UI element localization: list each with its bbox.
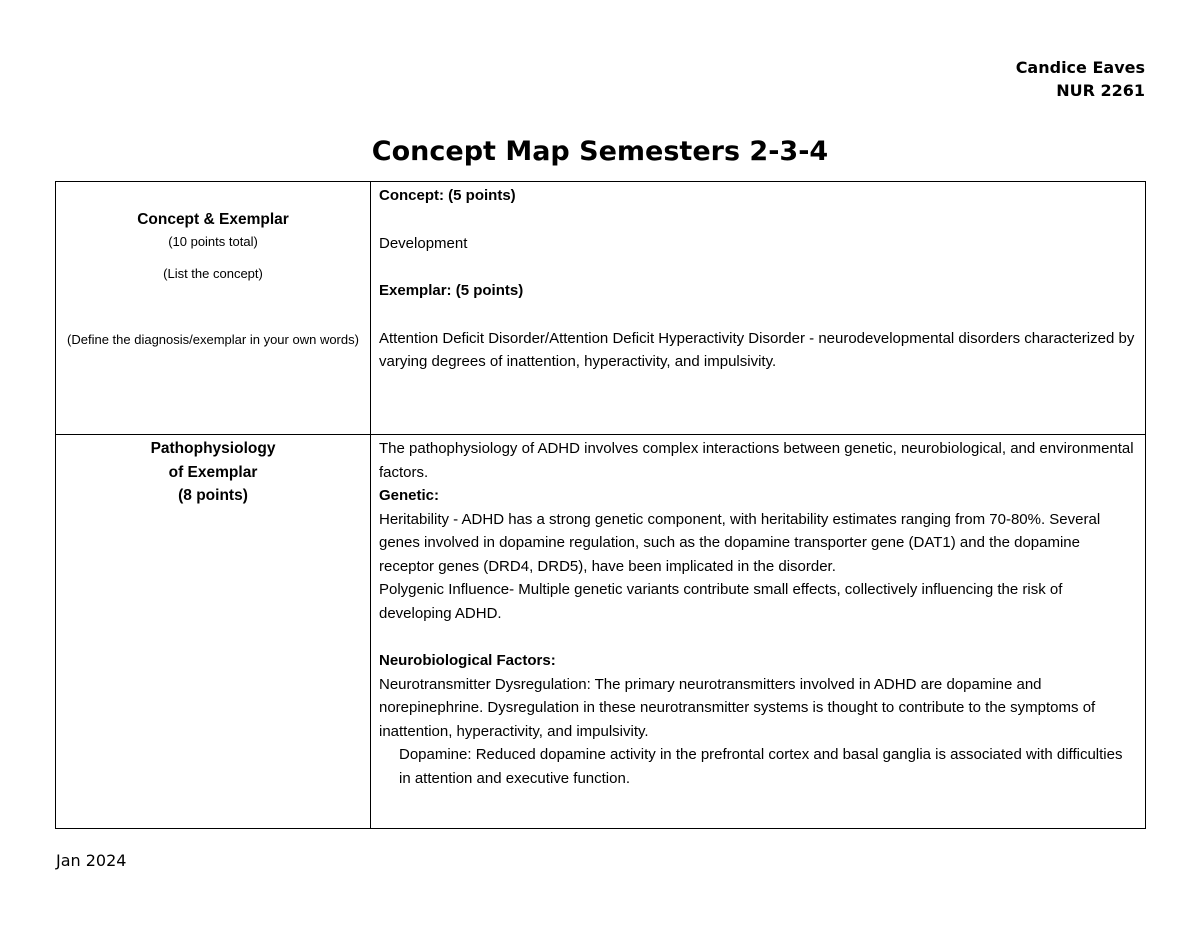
pathophysiology-heading-line2: of Exemplar bbox=[168, 463, 258, 481]
points-total-note: (10 points total) bbox=[168, 233, 258, 249]
pathophysiology-label-cell bbox=[56, 435, 371, 829]
concept-value: Development bbox=[379, 234, 468, 252]
concept-map-table bbox=[55, 181, 1146, 829]
pathophysiology-heading-line1: Pathophysiology bbox=[150, 440, 276, 457]
concept-label: Concept: (5 points) bbox=[379, 187, 516, 204]
neurotransmitter-text: Neurotransmitter Dysregulation: The primary neurotransmitters involved in ADHD are dopamine and norepinephrine. Dysregulation in these neurotransmitter systems is thought to contribute to the symptoms of inattention, hyperactivity, and impulsivity. bbox=[379, 675, 1096, 740]
exemplar-label: Exemplar: (5 points) bbox=[379, 282, 524, 299]
concept-exemplar-content-cell bbox=[371, 182, 1146, 435]
author-name: Candice Eaves bbox=[1015, 58, 1145, 77]
dopamine-text: Dopamine: Reduced dopamine activity in the prefrontal cortex and basal ganglia is associated with difficulties in attention and executive function. bbox=[399, 746, 1123, 787]
pathophysiology-content-cell bbox=[371, 435, 1146, 829]
table-row bbox=[56, 435, 1146, 829]
concept-exemplar-label-cell bbox=[56, 182, 371, 435]
heritability-text: Heritability - ADHD has a strong genetic component, with heritability estimates ranging from 70-80%. Several genes involved in dopamine regulation, such as the dopamine transporter gene (DAT1) and the dopamine receptor genes (DRD4, DRD5), have been implicated in the disorder. bbox=[379, 510, 1101, 575]
concept-exemplar-heading: Concept & Exemplar bbox=[137, 211, 289, 228]
document-header bbox=[1016, 56, 1145, 102]
neurobiological-label: Neurobiological Factors: bbox=[379, 652, 556, 669]
page-title: Concept Map Semesters 2-3-4 bbox=[371, 136, 829, 167]
polygenic-text: Polygenic Influence- Multiple genetic variants contribute small effects, collectively influencing the risk of developing ADHD. bbox=[379, 581, 1063, 622]
pathophysiology-points: (8 points) bbox=[178, 487, 248, 504]
table-row bbox=[56, 182, 1146, 435]
footer-date: Jan 2024 bbox=[56, 851, 127, 870]
exemplar-value: Attention Deficit Disorder/Attention Deficit Hyperactivity Disorder - neurodevelopmental disorders characterized by varying degrees of inattention, hyperactivity, and impulsivity. bbox=[379, 329, 1135, 370]
genetic-label: Genetic: bbox=[379, 487, 440, 504]
define-exemplar-note: (Define the diagnosis/exemplar in your own words) bbox=[67, 331, 359, 347]
pathophysiology-intro: The pathophysiology of ADHD involves complex interactions between genetic, neurobiological, and environmental factors. bbox=[379, 440, 1134, 481]
list-concept-note: (List the concept) bbox=[163, 265, 263, 281]
course-code: NUR 2261 bbox=[1056, 81, 1145, 100]
